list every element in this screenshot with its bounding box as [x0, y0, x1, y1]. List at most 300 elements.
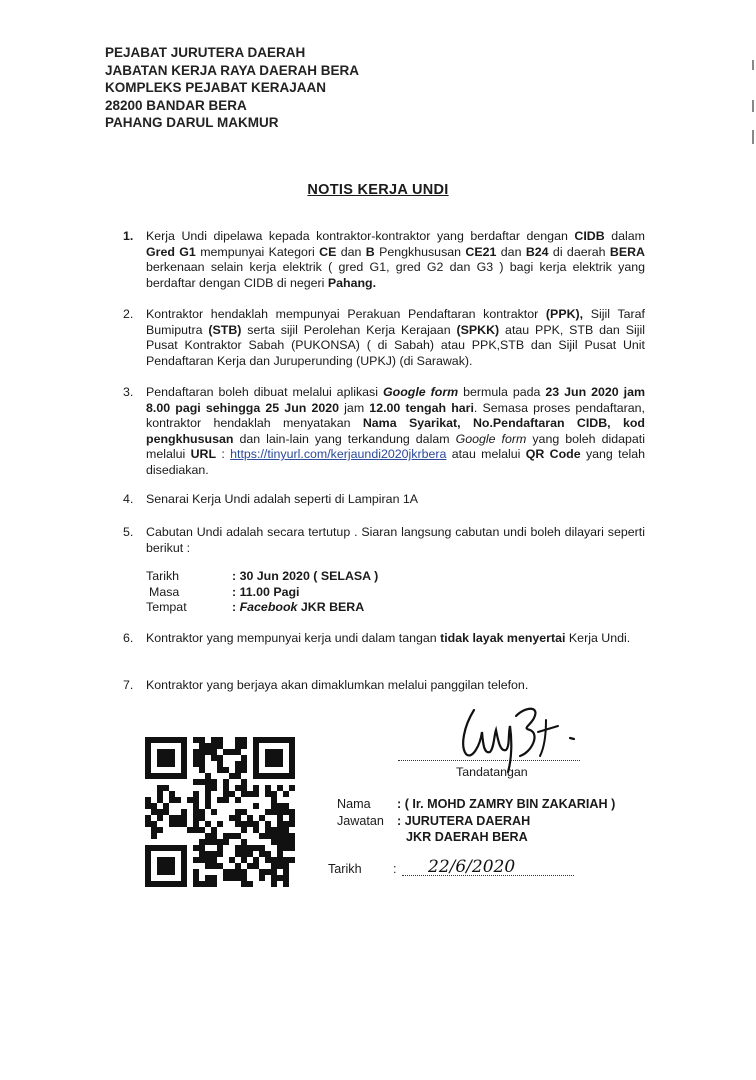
schedule-value: : 30 Jun 2020 ( SELASA ): [232, 569, 379, 583]
qr-module: [241, 857, 247, 863]
qr-module: [283, 809, 289, 815]
qr-module: [163, 881, 169, 887]
scan-edge-mark: [752, 130, 754, 144]
signatory-name: : ( Ir. MOHD ZAMRY BIN ZAKARIAH ): [397, 797, 616, 811]
qr-module: [271, 761, 277, 767]
qr-module: [289, 845, 295, 851]
qr-module: [277, 815, 283, 821]
qr-module: [193, 869, 199, 875]
qr-module: [175, 773, 181, 779]
qr-module: [223, 767, 229, 773]
qr-module: [289, 773, 295, 779]
qr-module: [217, 821, 223, 827]
qr-module: [235, 767, 241, 773]
qr-module: [277, 845, 283, 851]
qr-module: [145, 845, 151, 851]
text-bold: CIDB: [574, 229, 605, 243]
signature-caption: Tandatangan: [456, 765, 528, 779]
text-run: bermula pada: [458, 385, 546, 399]
qr-module: [271, 809, 277, 815]
qr-module: [181, 767, 187, 773]
schedule-label: Tarikh: [146, 569, 180, 583]
qr-module: [265, 785, 271, 791]
qr-module: [283, 875, 289, 881]
qr-module: [145, 857, 151, 863]
qr-module: [181, 773, 187, 779]
qr-module: [169, 773, 175, 779]
qr-module: [277, 851, 283, 857]
qr-module: [277, 785, 283, 791]
notice-item-3: [123, 385, 645, 478]
qr-module: [157, 797, 163, 803]
qr-module: [145, 881, 151, 887]
item-text: [146, 385, 645, 478]
qr-module: [271, 827, 277, 833]
qr-module: [181, 815, 187, 821]
qr-module: [163, 773, 169, 779]
qr-module: [235, 833, 241, 839]
qr-module: [253, 791, 259, 797]
qr-module: [235, 863, 241, 869]
text-run: dan: [496, 244, 526, 259]
qr-module: [223, 839, 229, 845]
qr-module: [223, 833, 229, 839]
qr-module: [211, 737, 217, 743]
qr-module: [265, 851, 271, 857]
qr-module: [145, 767, 151, 773]
qr-module: [193, 875, 199, 881]
text-run: serta sijil Perolehan Kerja Kerajaan: [241, 322, 457, 337]
text-bold: 12.00 tengah hari: [369, 400, 474, 415]
qr-module: [253, 749, 259, 755]
qr-module: [199, 851, 205, 857]
text-run: Kerja Undi dipelawa kepada kontraktor-kontraktor yang berdaftar dengan: [146, 229, 575, 243]
qr-module: [223, 791, 229, 797]
qr-module: [235, 737, 241, 743]
notice-item-7: [123, 678, 645, 694]
qr-module: [241, 881, 247, 887]
qr-module: [145, 815, 151, 821]
qr-module: [193, 881, 199, 887]
date-colon: :: [393, 862, 397, 876]
qr-module: [199, 779, 205, 785]
qr-module: [253, 755, 259, 761]
notice-item-2: [123, 307, 645, 369]
item-number: 5.: [123, 525, 134, 539]
text-bold: tidak layak menyertai: [440, 631, 566, 645]
qr-module: [145, 875, 151, 881]
qr-module: [271, 773, 277, 779]
qr-module: [157, 857, 163, 863]
qr-module: [247, 821, 253, 827]
notice-item-4: [123, 492, 645, 508]
qr-module: [217, 839, 223, 845]
qr-module: [163, 845, 169, 851]
qr-module: [145, 803, 151, 809]
text-bold: Nama Syarikat, No.Pendaftaran CIDB, kod pengkhususan: [146, 416, 645, 446]
qr-module: [229, 869, 235, 875]
text-run: . Semasa proses pendaftaran, kontraktor hendaklah menyatakan: [146, 400, 646, 430]
qr-module: [259, 773, 265, 779]
qr-module: [193, 803, 199, 809]
text-bold: 23 Jun 2020 jam 8.00 pagi sehingga 25 Jun 2020: [146, 385, 645, 415]
qr-module: [157, 827, 163, 833]
qr-module: [157, 737, 163, 743]
qr-module: [223, 779, 229, 785]
qr-module: [205, 773, 211, 779]
qr-module: [205, 857, 211, 863]
qr-module: [283, 881, 289, 887]
text-bold: (SPKK): [456, 322, 500, 337]
qr-module: [217, 737, 223, 743]
text-bold: URL: [190, 447, 217, 461]
qr-module: [247, 863, 253, 869]
qr-module: [211, 857, 217, 863]
scan-edge-mark: [752, 100, 754, 112]
qr-module: [181, 851, 187, 857]
qr-module: [265, 773, 271, 779]
qr-module: [259, 815, 265, 821]
qr-module: [235, 797, 241, 803]
qr-module: [229, 749, 235, 755]
qr-module: [253, 773, 259, 779]
qr-module: [271, 791, 277, 797]
qr-module: [181, 743, 187, 749]
qr-module: [235, 821, 241, 827]
qr-module: [181, 761, 187, 767]
signatory-position: : JURUTERA DAERAH: [397, 813, 531, 828]
qr-module: [241, 779, 247, 785]
qr-module: [157, 785, 163, 791]
qr-module: [151, 833, 157, 839]
qr-module: [247, 815, 253, 821]
qr-module: [241, 827, 247, 833]
qr-module: [157, 845, 163, 851]
qr-module: [229, 833, 235, 839]
qr-module: [289, 737, 295, 743]
qr-module: [205, 791, 211, 797]
qr-module: [199, 857, 205, 863]
qr-module: [247, 881, 253, 887]
qr-module: [175, 815, 181, 821]
qr-module: [247, 845, 253, 851]
qr-module: [163, 809, 169, 815]
qr-module: [277, 773, 283, 779]
qr-module: [289, 809, 295, 815]
text-run: dalam: [604, 229, 645, 243]
qr-module: [271, 875, 277, 881]
schedule-value: : 11.00 Pagi: [232, 584, 300, 599]
qr-module: [265, 737, 271, 743]
item-number: 7.: [123, 678, 134, 692]
qr-module: [283, 737, 289, 743]
qr-module: [259, 845, 265, 851]
qr-module: [169, 821, 175, 827]
date-dotted-line: [402, 875, 574, 876]
text-bold: B24: [525, 244, 549, 259]
qr-module: [217, 761, 223, 767]
qr-module: [265, 827, 271, 833]
qr-module: [205, 797, 211, 803]
qr-module: [283, 857, 289, 863]
qr-module: [205, 833, 211, 839]
qr-module: [211, 743, 217, 749]
qr-module: [145, 749, 151, 755]
qr-module: [283, 869, 289, 875]
qr-module: [187, 827, 193, 833]
qr-module: [241, 809, 247, 815]
qr-module: [289, 767, 295, 773]
qr-module: [247, 851, 253, 857]
address-line: PEJABAT JURUTERA DAERAH: [105, 45, 306, 60]
qr-module: [151, 773, 157, 779]
qr-module: [193, 827, 199, 833]
signatory-label: Jawatan: [337, 813, 384, 828]
qr-module: [253, 863, 259, 869]
qr-module: [271, 803, 277, 809]
text-run: jam: [339, 400, 370, 415]
qr-module: [199, 743, 205, 749]
text-run: Kontraktor hendaklah mempunyai Perakuan Pendaftaran kontraktor: [146, 307, 546, 321]
qr-module: [175, 737, 181, 743]
qr-module: [169, 761, 175, 767]
qr-module: [205, 743, 211, 749]
google-form-url-link[interactable]: https://tinyurl.com/kerjaundi2020jkrbera: [230, 447, 447, 461]
text-bold: QR Code: [525, 447, 581, 461]
qr-module: [199, 809, 205, 815]
qr-module: [193, 797, 199, 803]
qr-module: [235, 809, 241, 815]
qr-module: [241, 743, 247, 749]
qr-module: [277, 827, 283, 833]
qr-module: [211, 839, 217, 845]
qr-module: [265, 761, 271, 767]
text-bold: CE21: [465, 244, 497, 259]
qr-module: [271, 797, 277, 803]
qr-module: [211, 851, 217, 857]
schedule-value: [232, 600, 364, 616]
qr-module: [211, 833, 217, 839]
qr-module: [235, 743, 241, 749]
qr-module: [289, 833, 295, 839]
qr-module: [283, 773, 289, 779]
qr-module: [151, 803, 157, 809]
qr-module: [205, 863, 211, 869]
qr-module: [211, 827, 217, 833]
qr-module: [169, 755, 175, 761]
text-run: mempunyai Kategori: [195, 244, 320, 259]
qr-module: [235, 845, 241, 851]
text-bold: B: [365, 244, 375, 259]
qr-module: [157, 791, 163, 797]
qr-module: [151, 827, 157, 833]
address-line: JABATAN KERJA RAYA DAERAH BERA: [105, 62, 360, 78]
qr-module: [283, 845, 289, 851]
qr-module: [163, 803, 169, 809]
text-italic: Google form: [455, 431, 527, 446]
notice-item-5: [123, 525, 645, 556]
qr-module: [229, 791, 235, 797]
text-bold: Pahang.: [327, 275, 377, 290]
qr-module: [187, 797, 193, 803]
qr-module: [163, 857, 169, 863]
text-run: Kerja Undi.: [565, 631, 631, 645]
qr-module: [223, 869, 229, 875]
qr-module: [235, 875, 241, 881]
qr-module: [163, 737, 169, 743]
qr-module: [163, 863, 169, 869]
qr-module: [211, 779, 217, 785]
qr-module: [271, 749, 277, 755]
qr-code-image[interactable]: [145, 737, 295, 887]
text-run: dan lain-lain yang terkandung dalam: [233, 431, 456, 446]
qr-module: [205, 881, 211, 887]
qr-module: [271, 881, 277, 887]
qr-module: [193, 845, 199, 851]
qr-module: [181, 869, 187, 875]
qr-module: [241, 821, 247, 827]
qr-module: [181, 821, 187, 827]
qr-module: [229, 875, 235, 881]
qr-module: [193, 821, 199, 827]
qr-module: [169, 869, 175, 875]
qr-module: [151, 845, 157, 851]
qr-module: [199, 881, 205, 887]
qr-module: [283, 833, 289, 839]
qr-module: [265, 833, 271, 839]
qr-module: [199, 767, 205, 773]
address-line: KOMPLEKS PEJABAT KERAJAAN: [105, 80, 327, 96]
qr-module: [205, 803, 211, 809]
qr-module: [277, 833, 283, 839]
text-bold: (STB): [208, 322, 242, 337]
address-line: PAHANG DARUL MAKMUR: [105, 115, 279, 131]
text-run: di daerah: [548, 244, 610, 259]
qr-module: [211, 881, 217, 887]
qr-module: [175, 845, 181, 851]
qr-module: [253, 803, 259, 809]
qr-module: [235, 761, 241, 767]
qr-module: [253, 845, 259, 851]
qr-module: [277, 809, 283, 815]
text-bold: BERA: [609, 244, 645, 259]
qr-module: [193, 779, 199, 785]
qr-module: [145, 869, 151, 875]
item-text: Kontraktor yang berjaya akan dimaklumkan melalui panggilan telefon.: [146, 678, 529, 692]
qr-module: [151, 821, 157, 827]
qr-module: [193, 737, 199, 743]
qr-module: [175, 797, 181, 803]
qr-module: [145, 851, 151, 857]
qr-module: [241, 761, 247, 767]
qr-module: [157, 761, 163, 767]
qr-module: [205, 839, 211, 845]
qr-module: [253, 785, 259, 791]
text-run: Pengkhususan: [374, 244, 466, 259]
qr-module: [163, 755, 169, 761]
qr-module: [169, 737, 175, 743]
qr-module: [205, 785, 211, 791]
qr-module: [229, 815, 235, 821]
qr-module: [229, 857, 235, 863]
qr-module: [199, 827, 205, 833]
qr-module: [289, 749, 295, 755]
signatory-office: JKR DAERAH BERA: [406, 830, 528, 844]
qr-module: [241, 791, 247, 797]
qr-module: [277, 803, 283, 809]
qr-module: [217, 743, 223, 749]
qr-module: [277, 839, 283, 845]
qr-module: [145, 821, 151, 827]
qr-module: [181, 809, 187, 815]
qr-module: [211, 809, 217, 815]
qr-module: [241, 851, 247, 857]
item-text: [146, 307, 645, 369]
qr-module: [265, 755, 271, 761]
qr-module: [271, 863, 277, 869]
qr-module: [247, 791, 253, 797]
text-run: dan: [336, 244, 366, 259]
qr-module: [289, 815, 295, 821]
text-run: :: [232, 600, 240, 614]
office-address: [105, 44, 359, 132]
qr-module: [259, 869, 265, 875]
qr-module: [277, 755, 283, 761]
qr-module: [163, 785, 169, 791]
qr-module: [277, 857, 283, 863]
qr-module: [157, 773, 163, 779]
qr-module: [181, 863, 187, 869]
qr-module: [283, 839, 289, 845]
qr-module: [193, 857, 199, 863]
qr-module: [163, 749, 169, 755]
qr-module: [283, 803, 289, 809]
qr-module: [217, 797, 223, 803]
qr-module: [157, 755, 163, 761]
qr-module: [241, 839, 247, 845]
qr-module: [199, 761, 205, 767]
item-number: 3.: [123, 385, 134, 399]
qr-module: [193, 809, 199, 815]
text-run: :: [216, 447, 231, 461]
handwritten-date-text: 22/6/2020: [428, 857, 516, 877]
item-text: [146, 631, 645, 647]
text-italic: Facebook: [239, 600, 298, 614]
qr-module: [241, 737, 247, 743]
text-run: Sijil Taraf Bumiputra: [146, 307, 645, 337]
qr-module: [271, 869, 277, 875]
qr-module: [157, 881, 163, 887]
qr-module: [259, 875, 265, 881]
text-run: atau melalui: [446, 447, 526, 461]
text-run: Pendaftaran boleh dibuat melalui aplikasi: [146, 385, 383, 399]
qr-module: [211, 749, 217, 755]
item-number: 4.: [123, 492, 134, 506]
qr-module: [181, 881, 187, 887]
qr-module: [277, 863, 283, 869]
date-label: Tarikh: [328, 862, 362, 876]
qr-module: [259, 737, 265, 743]
qr-module: [151, 737, 157, 743]
qr-module: [169, 863, 175, 869]
qr-module: [169, 815, 175, 821]
qr-module: [193, 815, 199, 821]
signature-dotted-line: [398, 760, 580, 761]
qr-module: [253, 857, 259, 863]
item-text: Senarai Kerja Undi adalah seperti di Lampiran 1A: [146, 492, 419, 506]
qr-module: [169, 845, 175, 851]
qr-module: [199, 845, 205, 851]
